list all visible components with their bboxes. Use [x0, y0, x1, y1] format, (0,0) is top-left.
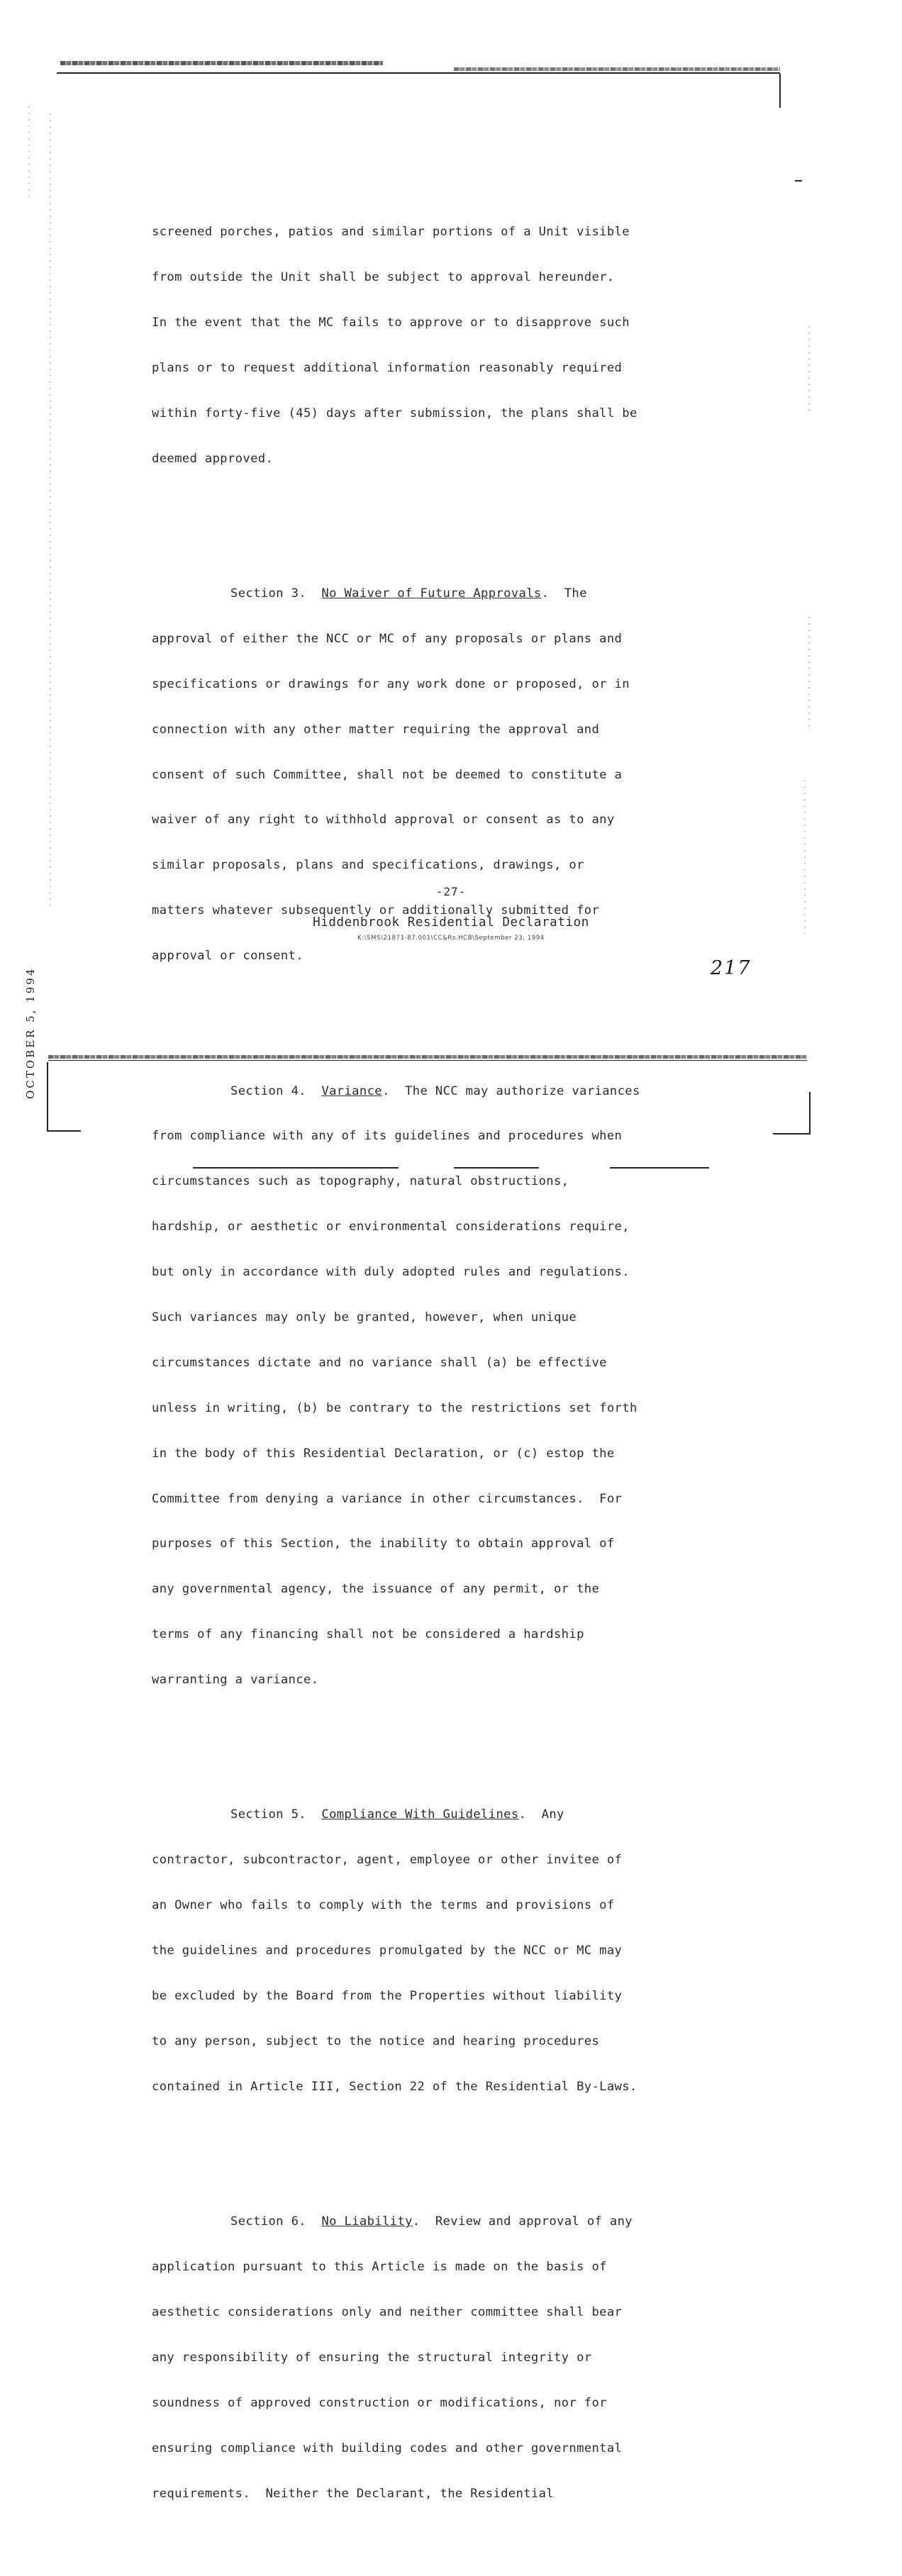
declaration-body	[152, 165, 719, 2576]
scan-mark-right	[795, 180, 802, 182]
scan-line-top-right-vertical	[779, 74, 781, 108]
section-heading-line	[152, 1807, 719, 1822]
scan-line-page-edge-3	[610, 1167, 709, 1169]
text-line: aesthetic considerations only and neither committee shall bear	[152, 2304, 623, 2319]
recorder-page-number: 217	[711, 957, 752, 979]
section-heading-rest: . Review and approval of any	[412, 2214, 633, 2229]
section-title: Variance	[321, 1083, 382, 1098]
scan-line-bottom	[48, 1060, 807, 1061]
scan-line-bottom-left	[47, 1062, 48, 1130]
scan-line-top	[57, 72, 780, 74]
page-number: -27-	[435, 885, 467, 898]
text-line: contractor, subcontractor, agent, employee or other invitee of	[152, 1853, 623, 1868]
section-label: Section 4.	[230, 1083, 306, 1098]
text-line: be excluded by the Board from the Properties without liability	[152, 1989, 623, 2004]
text-line: deemed approved.	[152, 451, 274, 466]
section-label: Section 5.	[230, 1807, 306, 1822]
section-4-paragraph	[152, 1054, 719, 1718]
section-label: Section 3.	[230, 586, 306, 601]
text-line: matters whatever subsequently or additionally submitted for	[152, 903, 600, 918]
text-line: waiver of any right to withhold approval or consent as to any	[152, 813, 615, 827]
scan-artifact-bottom	[48, 1055, 807, 1059]
text-line: specifications or drawings for any work done or proposed, or in	[152, 676, 630, 691]
scan-line-bottom-left-h	[47, 1130, 81, 1132]
scan-line-page-edge-2	[454, 1167, 539, 1169]
scan-line-bottom-right-h	[773, 1133, 810, 1134]
scan-artifact-top	[60, 61, 383, 65]
text-line: to any person, subject to the notice and hearing procedures	[152, 2034, 600, 2048]
text-line: circumstances such as topography, natural obstructions,	[152, 1174, 569, 1189]
footer-title: Hiddenbrook Residential Declaration	[313, 915, 589, 930]
text-line: unless in writing, (b) be contrary to the restrictions set forth	[152, 1400, 637, 1415]
section-title: No Waiver of Future Approvals	[321, 586, 542, 601]
text-line: from outside the Unit shall be subject to approval hereunder.	[152, 270, 615, 285]
section-title: No Liability	[321, 2214, 413, 2229]
text-line: screened porches, patios and similar portions of a Unit visible	[152, 225, 630, 240]
text-line: from compliance with any of its guidelines and procedures when	[152, 1129, 623, 1144]
text-line: plans or to request additional information reasonably required	[152, 360, 623, 375]
text-line: an Owner who fails to comply with the terms and provisions of	[152, 1898, 615, 1913]
section-heading-line	[152, 1084, 719, 1099]
section-6-paragraph	[152, 2185, 719, 2532]
text-line: requirements. Neither the Declarant, the Residential	[152, 2486, 554, 2501]
text-line: warranting a variance.	[152, 1673, 319, 1688]
text-line: any governmental agency, the issuance of any permit, or the	[152, 1582, 600, 1597]
text-line: but only in accordance with duly adopted rules and regulations.	[152, 1265, 630, 1280]
text-line: purposes of this Section, the inability to obtain approval of	[152, 1537, 615, 1551]
scan-line-page-edge-1	[193, 1167, 399, 1169]
recording-date-stamp: OCTOBER 5, 1994	[24, 966, 37, 1099]
text-line: hardship, or aesthetic or environmental considerations require,	[152, 1220, 630, 1234]
text-line: terms of any financing shall not be considered a hardship	[152, 1627, 584, 1642]
scan-speckle-left-2	[50, 113, 51, 908]
text-line: circumstances dictate and no variance shall (a) be effective	[152, 1355, 607, 1370]
text-line: any responsibility of ensuring the structural integrity or	[152, 2350, 592, 2365]
scan-speckle-right	[808, 326, 810, 411]
section-heading-line	[152, 586, 719, 601]
text-line: connection with any other matter requiring the approval and	[152, 722, 600, 737]
text-line: In the event that the MC fails to approve or to disapprove such	[152, 315, 630, 330]
scan-speckle-left	[28, 106, 30, 199]
scan-line-bottom-right	[809, 1092, 811, 1134]
section-title: Compliance With Guidelines	[321, 1807, 519, 1822]
scan-artifact-top-right	[454, 67, 780, 71]
text-line: in the body of this Residential Declaration, or (c) estop the	[152, 1446, 615, 1461]
text-line: consent of such Committee, shall not be deemed to constitute a	[152, 767, 623, 782]
text-line: similar proposals, plans and specifications, drawings, or	[152, 858, 584, 873]
text-line: contained in Article III, Section 22 of the Residential By-Laws.	[152, 2079, 637, 2094]
text-line: Such variances may only be granted, however, when unique	[152, 1310, 577, 1325]
text-line: within forty-five (45) days after submission, the plans shall be	[152, 406, 637, 420]
section-heading-rest: . The NCC may authorize variances	[382, 1083, 640, 1098]
text-line: application pursuant to this Article is made on the basis of	[152, 2260, 607, 2275]
text-line: ensuring compliance with building codes and other governmental	[152, 2441, 623, 2455]
section-label: Section 6.	[230, 2214, 306, 2229]
section-heading-rest: . The	[541, 586, 587, 601]
paragraph-continuation	[152, 195, 719, 497]
footer-file-path: K:\SMS\21871-87.001\CC&Rs.HCB\September 23, 1994	[357, 935, 545, 942]
scan-speckle-right-2	[808, 617, 810, 730]
text-line: soundness of approved construction or modifications, nor for	[152, 2395, 607, 2410]
scan-speckle-right-3	[804, 780, 806, 936]
text-line: approval or consent.	[152, 949, 304, 964]
section-5-paragraph	[152, 1778, 719, 2125]
text-line: approval of either the NCC or MC of any proposals or plans and	[152, 631, 623, 646]
section-heading-rest: . Any	[518, 1807, 564, 1822]
text-line: Committee from denying a variance in other circumstances. For	[152, 1491, 623, 1506]
text-line: the guidelines and procedures promulgated by the NCC or MC may	[152, 1944, 623, 1958]
section-heading-line	[152, 2214, 719, 2229]
